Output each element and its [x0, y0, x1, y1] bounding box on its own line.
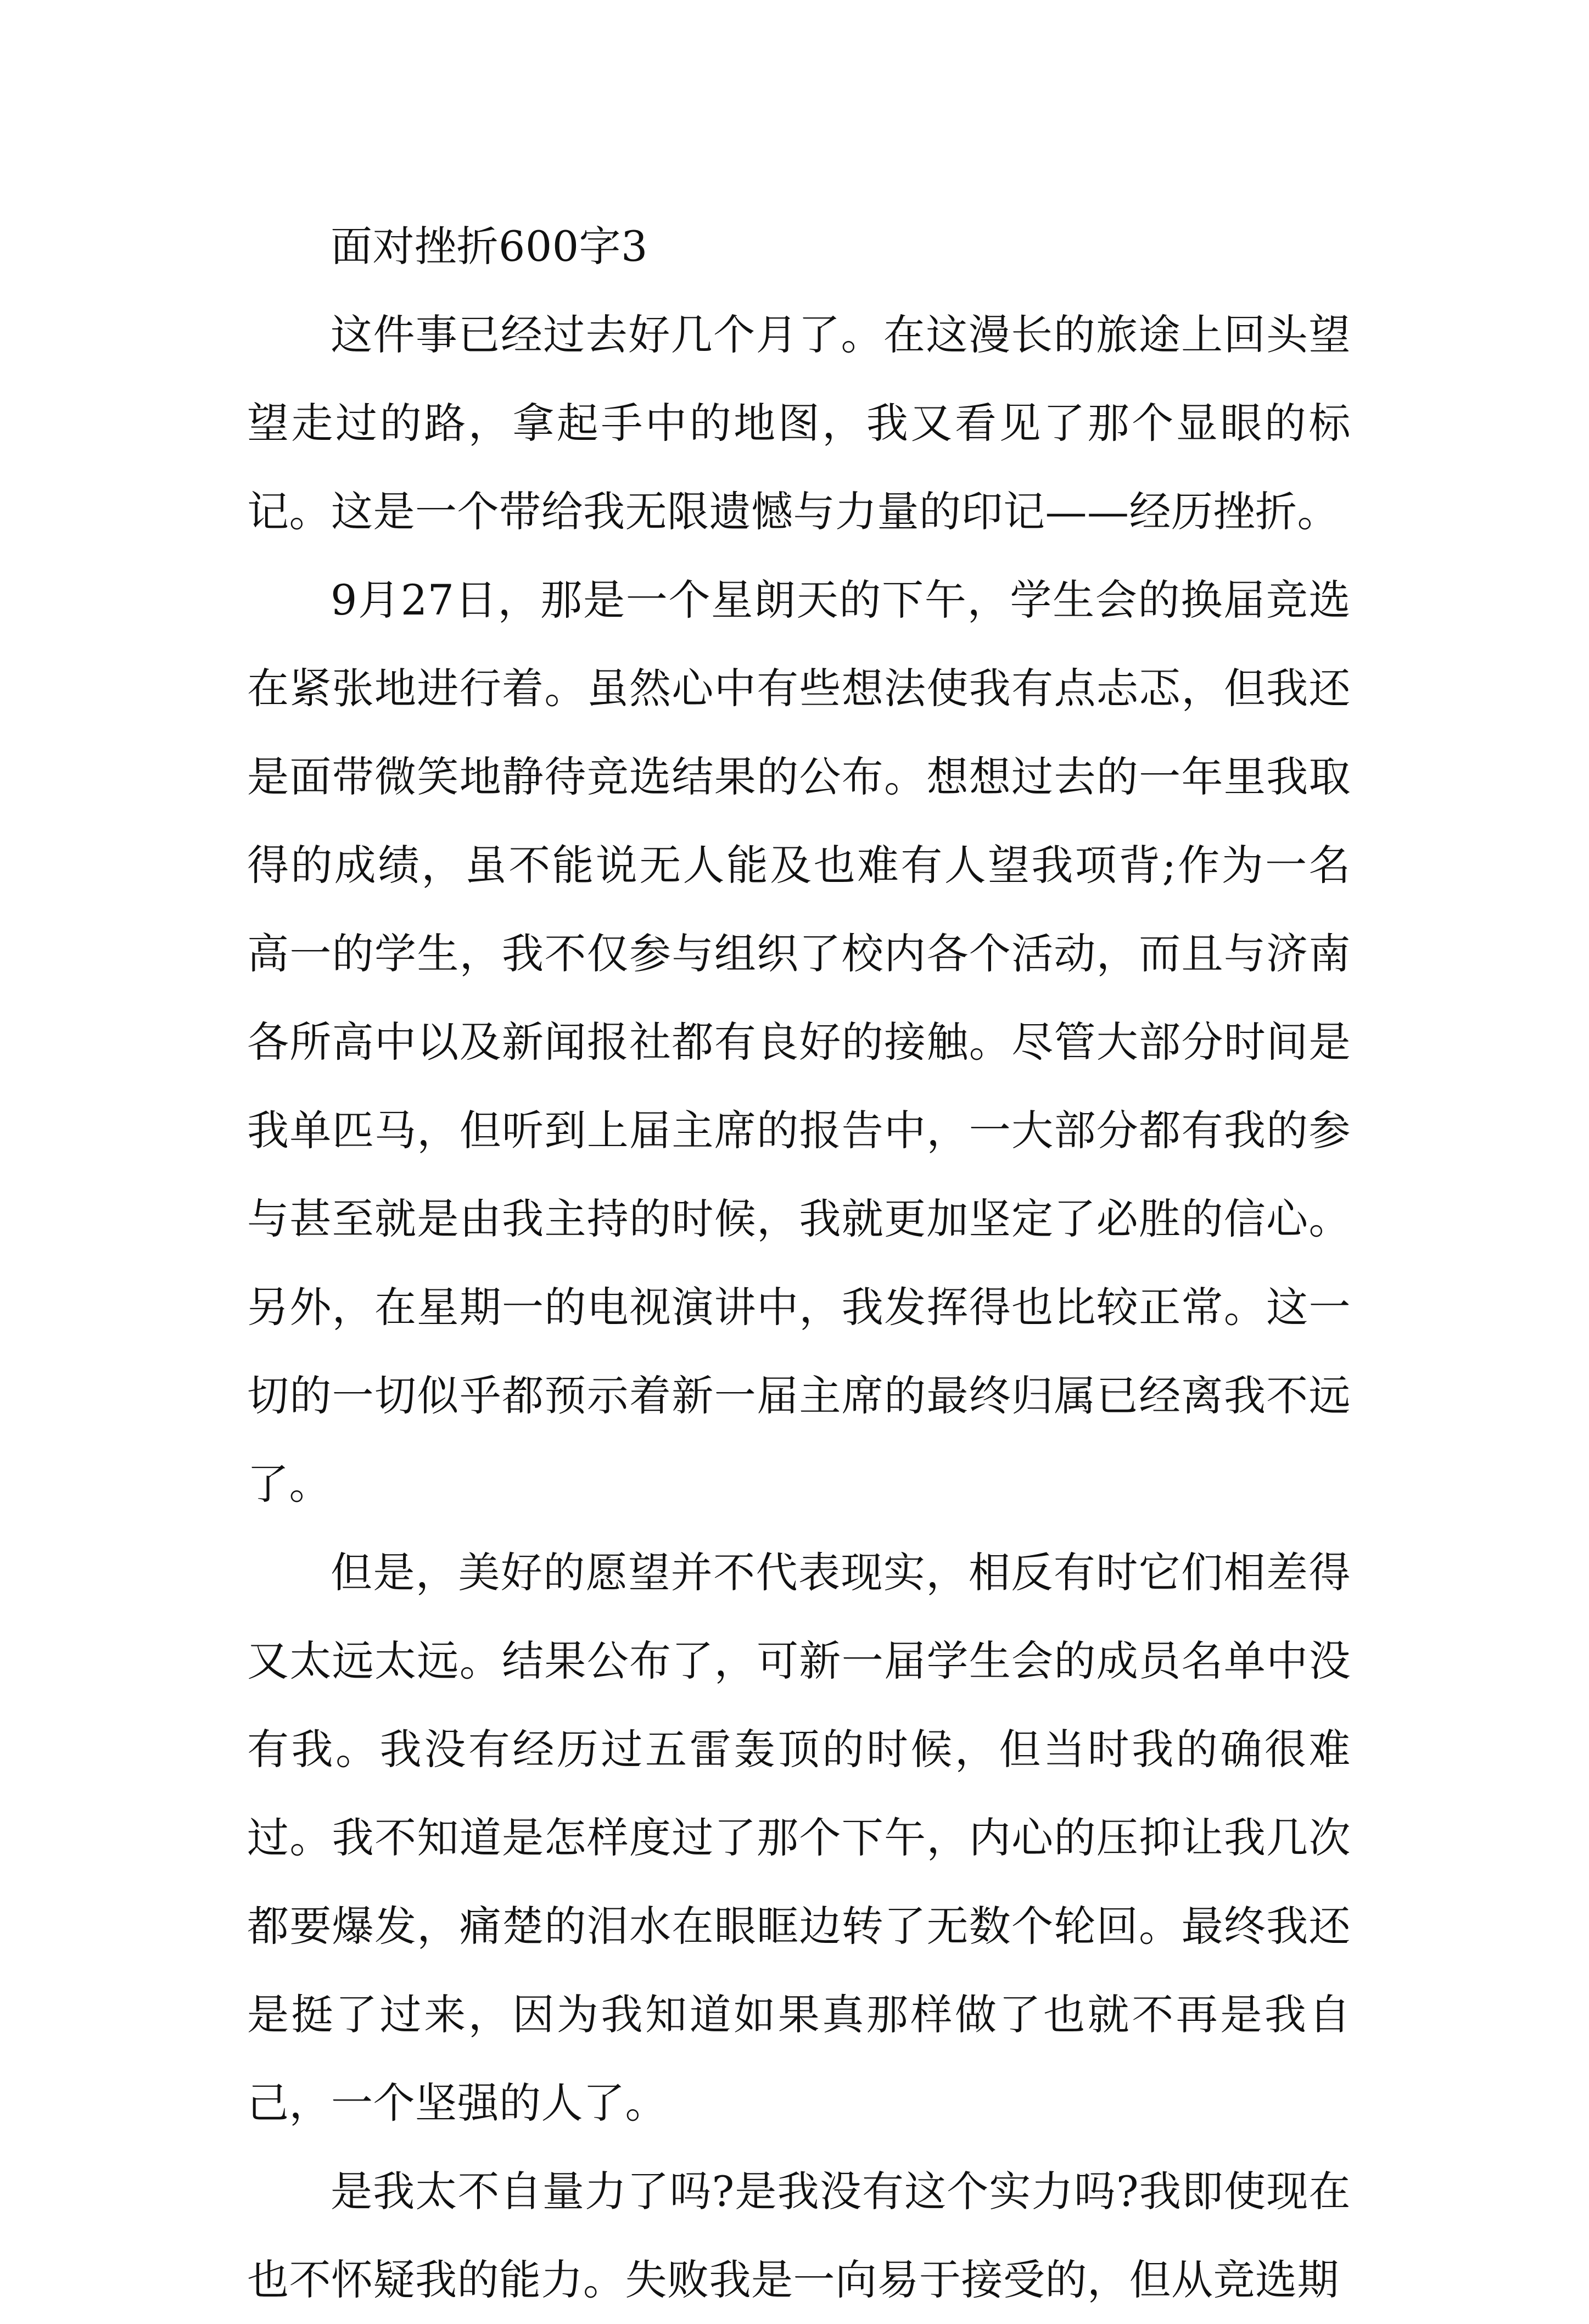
paragraph-2: 9月27日，那是一个星朗天的下午，学生会的换届竞选在紧张地进行着。虽然心中有些想法使我有点忐忑，但我还是面带微笑地静待竞选结果的公布。想想过去的一年里我取得的成绩，虽不能说无人能及也难有人望我项背;作为一名高一的学生，我不仅参与组织了校内各个活动，而且与济南各所高中以及新闻报社都有良好的接触。尽管大部分时间是我单匹马，但听到上届主席的报告中，一大部分都有我的参与甚至就是由我主持的时候，我就更加坚定了必胜的信心。另外，在星期一的电视演讲中，我发挥得也比较正常。这一切的一切似乎都预示着新一届主席的最终归属已经离我不远了。	[247, 576, 1351, 1509]
document-title: 面对挫折600字3	[331, 222, 648, 271]
document-body	[247, 202, 1351, 2324]
paragraph-3: 但是，美好的愿望并不代表现实，相反有时它们相差得又太远太远。结果公布了，可新一届学生会的成员名单中没有我。我没有经历过五雷轰顶的时候，但当时我的确很难过。我不知道是怎样度过了那个下午，内心的压抑让我几次都要爆发，痛楚的泪水在眼眶边转了无数个轮回。最终我还是挺了过来，因为我知道如果真那样做了也就不再是我自己，一个坚强的人了。	[247, 1548, 1351, 2127]
paragraph-4: 是我太不自量力了吗?是我没有这个实力吗?我即使现在也不怀疑我的能力。失败我是一向易于接受的，但从竞选期	[247, 2167, 1351, 2304]
paragraph-1: 这件事已经过去好几个月了。在这漫长的旅途上回头望望走过的路，拿起手中的地图，我又看见了那个显眼的标记。这是一个带给我无限遗憾与力量的印记——经历挫折。	[247, 310, 1351, 536]
